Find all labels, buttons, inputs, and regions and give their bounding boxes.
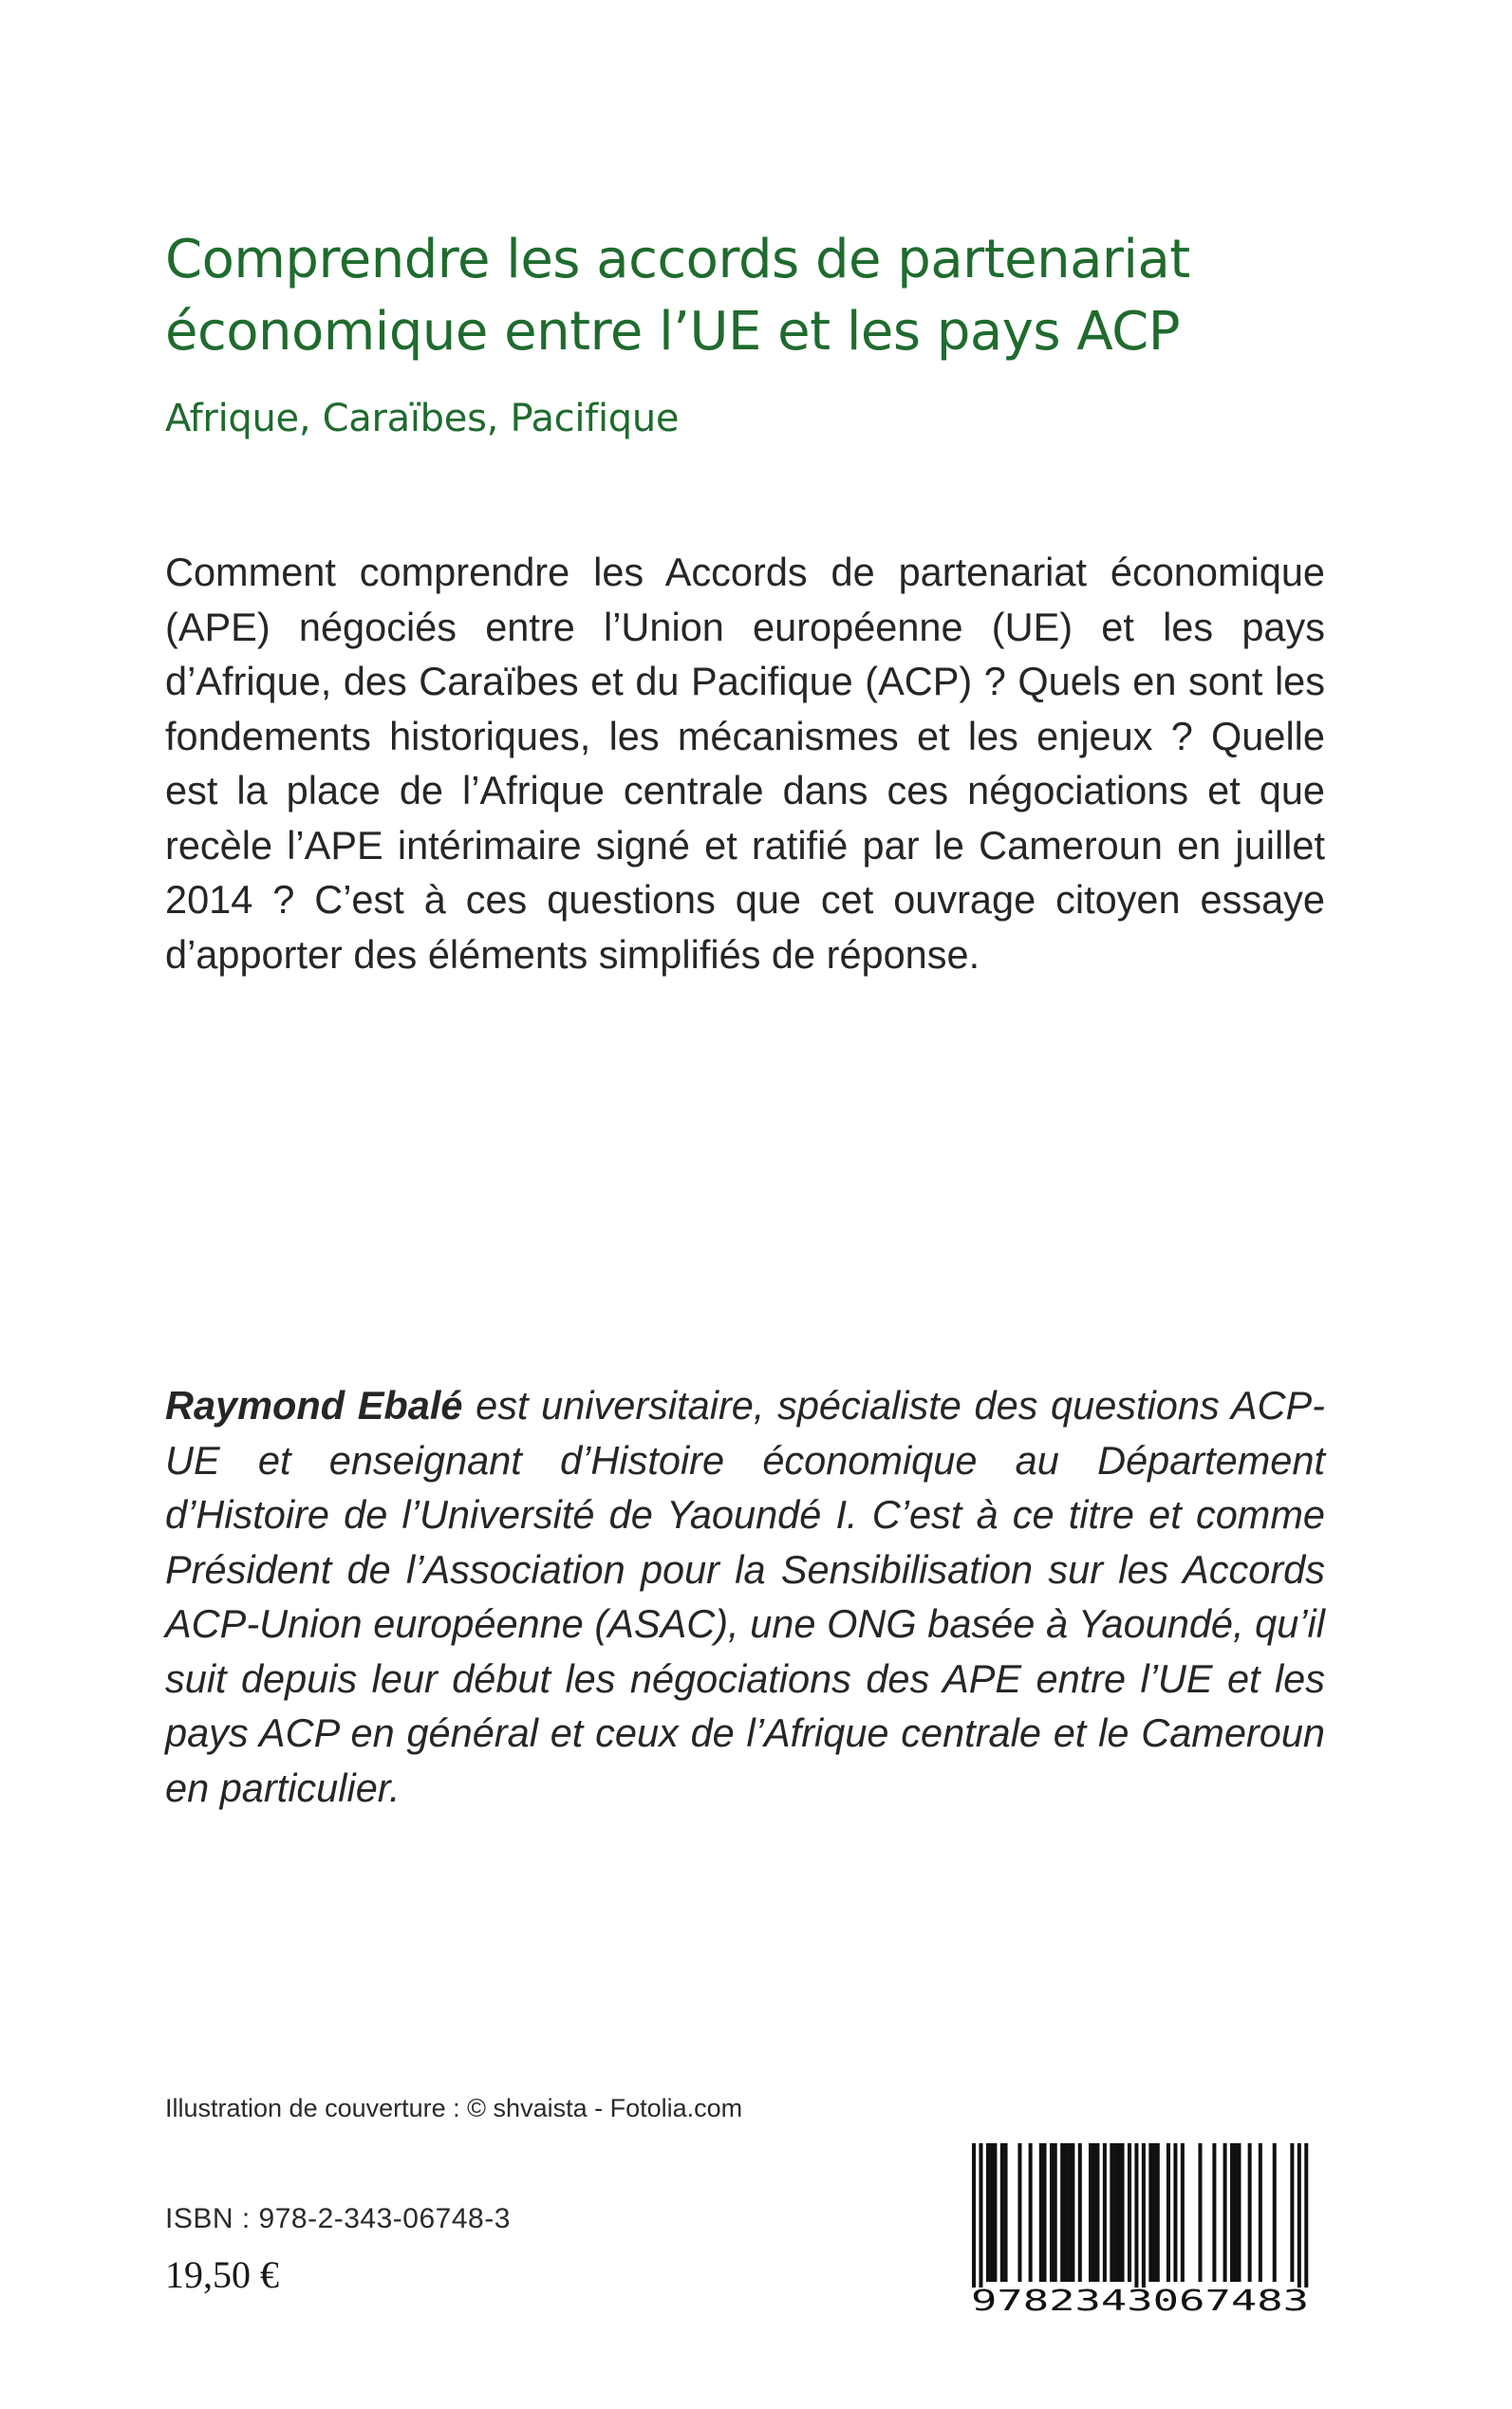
barcode-bar xyxy=(986,2143,990,2282)
barcode-bar xyxy=(1248,2143,1252,2282)
barcode-bar xyxy=(1156,2143,1160,2282)
barcode-bar xyxy=(1148,2143,1152,2282)
barcode-bar xyxy=(1029,2143,1033,2282)
illustration-credit: Illustration de couverture : © shvaista - Fotolia.com xyxy=(165,2094,743,2122)
barcode-bar xyxy=(1068,2143,1072,2282)
barcode-bar xyxy=(1064,2143,1068,2282)
barcode-bar xyxy=(1290,2143,1294,2282)
barcode-graphic xyxy=(961,2139,1319,2318)
barcode-bar xyxy=(1142,2143,1146,2288)
barcode-bar xyxy=(972,2143,976,2288)
book-title-line-2: économique entre l’UE et les pays ACP xyxy=(165,301,1181,363)
barcode-bar xyxy=(1297,2143,1301,2288)
barcode-bar xyxy=(1089,2143,1092,2282)
barcode-bar xyxy=(1121,2143,1125,2282)
barcode-bar xyxy=(1304,2143,1308,2288)
isbn-barcode xyxy=(961,2139,1319,2318)
barcode-bar xyxy=(1128,2143,1131,2282)
book-summary: Comment comprendre les Accords de partenariat économique (APE) négociés entre l’Union européenne (UE) et les pays d’Afrique, des Caraïbes et du Pacifique (ACP) ? Quels en sont les fondements historiques, les mécanismes et les enjeux ? Quelle est la place de l’Afrique centrale dans ces négociations et que recèle l’APE intérimaire signé et ratifié par le Cameroun en juillet 2014 ? C’est à ces questions que cet ouvrage citoyen essaye d’apporter des éléments simplifiés de réponse. xyxy=(165,550,1325,977)
author-bio xyxy=(165,1378,1325,1815)
barcode-bar xyxy=(1050,2143,1054,2282)
barcode-bar xyxy=(1230,2143,1234,2282)
barcode-bar xyxy=(1273,2143,1277,2282)
barcode-bar xyxy=(990,2143,994,2282)
barcode-bar xyxy=(993,2143,997,2282)
barcode-bar xyxy=(1237,2143,1241,2282)
book-subtitle: Afrique, Caraïbes, Pacifique xyxy=(165,397,680,440)
barcode-bar xyxy=(1110,2143,1113,2282)
barcode-bar xyxy=(1234,2143,1238,2282)
barcode-bar xyxy=(1095,2143,1099,2282)
book-title-line-1: Comprendre les accords de partenariat xyxy=(165,229,1190,290)
barcode-bar xyxy=(1039,2143,1043,2282)
barcode-bar xyxy=(1004,2143,1008,2282)
barcode-digits: 9782343067483 xyxy=(971,2285,1309,2318)
barcode-bar xyxy=(1043,2143,1047,2282)
barcode-bar xyxy=(1060,2143,1064,2282)
barcode-bar xyxy=(1092,2143,1096,2282)
barcode-bar xyxy=(1103,2143,1107,2282)
barcode-bar xyxy=(1223,2143,1227,2282)
barcode-bar xyxy=(1134,2143,1138,2288)
author-bio-text: est universitaire, spécialiste des questions ACP-UE et enseignant d’Histoire économique au Département d’Histoire de l’Université de Yaoundé I. C’est à ce titre et comme Président de l’Association pour la Sensibilisation sur les Accords ACP-Union européenne (ASAC), une ONG basée à Yaoundé, qu’il suit depuis leur début les négociations des APE entre l’UE et les pays ACP en général et ceux de l’Afrique centrale et le Cameroun en particulier. xyxy=(165,1383,1325,1810)
book-title xyxy=(165,224,1352,368)
isbn-number: ISBN : 978-2-343-06748-3 xyxy=(165,2203,511,2234)
barcode-bar xyxy=(1152,2143,1156,2282)
barcode-bar xyxy=(1117,2143,1121,2282)
barcode-bar xyxy=(1259,2143,1262,2282)
author-name: Raymond Ebalé xyxy=(165,1383,463,1428)
barcode-bar xyxy=(1181,2143,1185,2282)
barcode-bar xyxy=(1212,2143,1216,2282)
barcode-bar xyxy=(979,2143,982,2288)
barcode-bar xyxy=(1167,2143,1170,2282)
barcode-bar xyxy=(1017,2143,1021,2282)
barcode-bar xyxy=(1198,2143,1202,2282)
barcode-bar xyxy=(1173,2143,1177,2282)
barcode-bar xyxy=(1054,2143,1057,2282)
barcode-bar xyxy=(1071,2143,1074,2282)
barcode-bar xyxy=(1113,2143,1117,2282)
barcode-bar xyxy=(1000,2143,1004,2282)
barcode-bar xyxy=(1078,2143,1082,2282)
price-label: 19,50 € xyxy=(165,2253,279,2296)
